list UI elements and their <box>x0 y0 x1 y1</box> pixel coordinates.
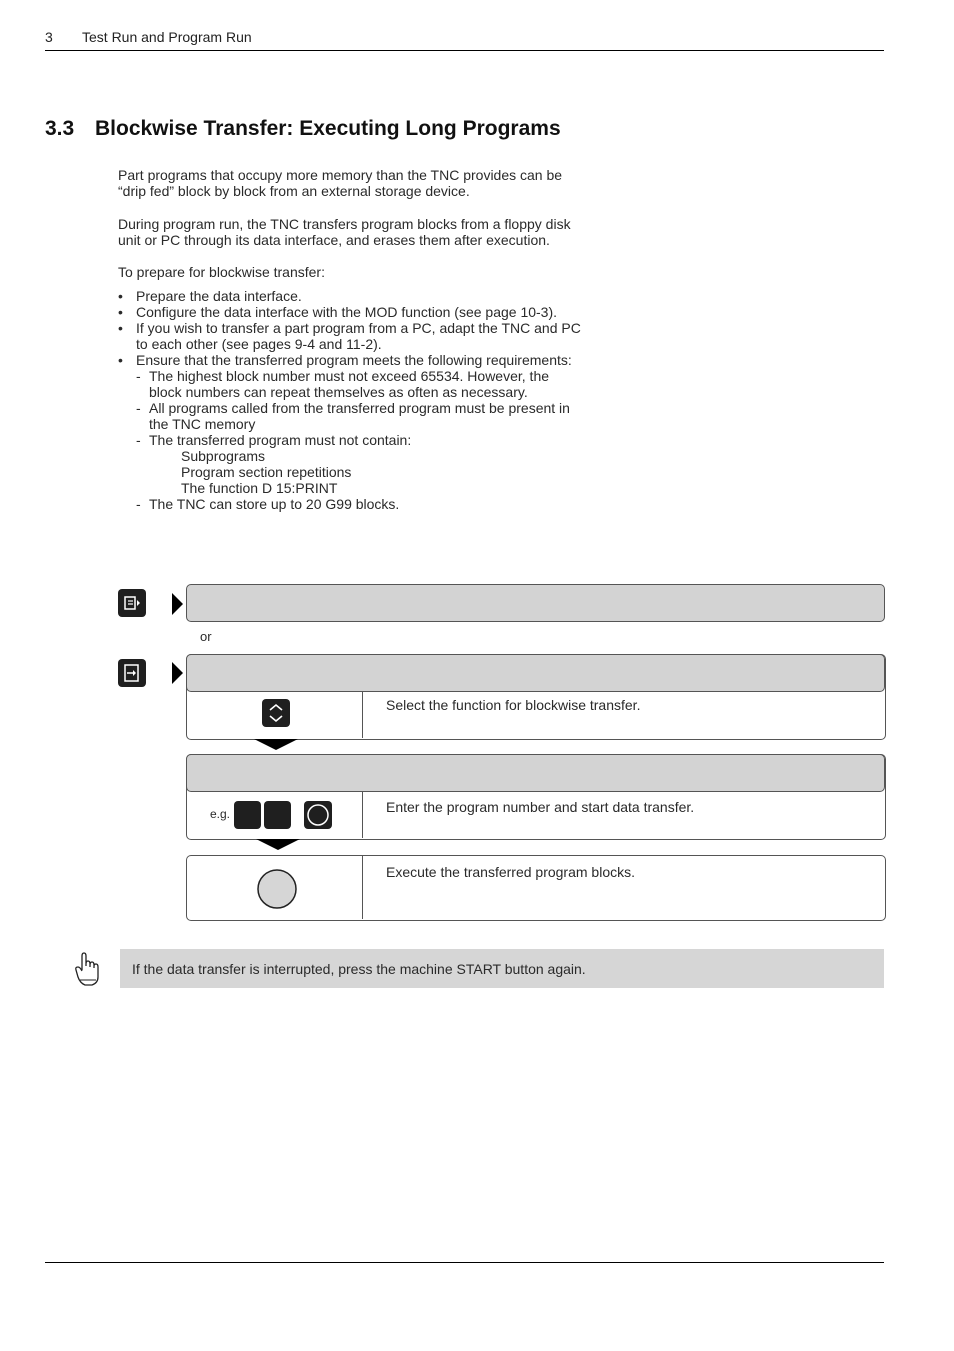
requirement-item: - The transferred program must not contain: <box>136 432 412 448</box>
flow-arrow-down-icon <box>256 839 300 850</box>
text-line: Part programs that occupy more memory than the TNC provides can be <box>118 167 563 183</box>
step-1-description: Select the function for blockwise transfer. <box>386 697 641 713</box>
text-line: During program run, the TNC transfers program blocks from a floppy disk <box>118 216 571 232</box>
program-run-single-block-key-icon <box>118 589 146 617</box>
requirement-item: - The TNC can store up to 20 G99 blocks. <box>136 496 400 512</box>
footer-rule <box>45 1262 884 1263</box>
flow-arrow-down-icon <box>254 739 298 750</box>
section-title-text: Blockwise Transfer: Executing Long Programs <box>95 117 561 140</box>
header-rule <box>45 50 884 51</box>
arrow-right-icon <box>172 593 183 615</box>
or-label: or <box>200 629 212 644</box>
step-divider <box>362 856 363 919</box>
digit-key-icon <box>264 801 291 829</box>
text-line: unit or PC through its data interface, and erases them after execution. <box>118 232 550 248</box>
arrow-right-icon <box>172 662 183 684</box>
mode-bar-2 <box>186 654 885 692</box>
transfer-select-key-icon <box>262 699 290 727</box>
requirement-item-continuation: the TNC memory <box>149 416 256 432</box>
intro-paragraph-3 <box>118 264 598 280</box>
header-chapter-title: Test Run and Program Run <box>82 29 252 45</box>
section-number: 3.3 <box>45 117 75 140</box>
prep-list <box>118 288 608 512</box>
digit-key-icon <box>234 801 261 829</box>
not-contain-item: Subprograms <box>181 448 266 464</box>
step-3-description: Execute the transferred program blocks. <box>386 864 636 880</box>
step-2-description: Enter the program number and start data transfer. <box>386 799 695 815</box>
requirement-item-continuation: block numbers can repeat themselves as often as necessary. <box>149 384 528 400</box>
intro-paragraph-1 <box>118 167 598 199</box>
header-chapter-number: 3 <box>45 29 53 45</box>
list-item-continuation: to each other (see pages 9-4 and 11-2). <box>136 336 382 352</box>
step-divider <box>362 691 363 738</box>
eg-label: e.g. <box>210 807 231 821</box>
text-line: “drip fed” block by block from an external storage device. <box>118 183 470 199</box>
section-title <box>45 117 561 141</box>
list-item: • Prepare the data interface. <box>118 288 302 304</box>
intro-paragraph-2 <box>118 216 598 248</box>
list-item: • Configure the data interface with the MOD function (see page 10-3). <box>118 304 558 320</box>
list-item: • Ensure that the transferred program meets the following requirements: <box>118 352 572 368</box>
enter-key-icon <box>304 801 332 829</box>
requirement-item: - The highest block number must not exceed 65534. However, the <box>136 368 550 384</box>
not-contain-item: Program section repetitions <box>181 464 352 480</box>
mode-bar-1 <box>186 584 885 622</box>
list-item: • If you wish to transfer a part program from a PC, adapt the TNC and PC <box>118 320 581 336</box>
program-run-full-sequence-key-icon <box>118 659 146 687</box>
prompt-bar <box>186 754 885 792</box>
machine-start-button-icon <box>257 869 297 914</box>
pointing-hand-icon <box>74 950 100 993</box>
not-contain-item: The function D 15:PRINT <box>181 480 338 496</box>
step-divider <box>362 791 363 838</box>
note-text: If the data transfer is interrupted, press the machine START button again. <box>132 961 586 977</box>
text-line: To prepare for blockwise transfer: <box>118 264 325 280</box>
requirement-item: - All programs called from the transferred program must be present in <box>136 400 570 416</box>
